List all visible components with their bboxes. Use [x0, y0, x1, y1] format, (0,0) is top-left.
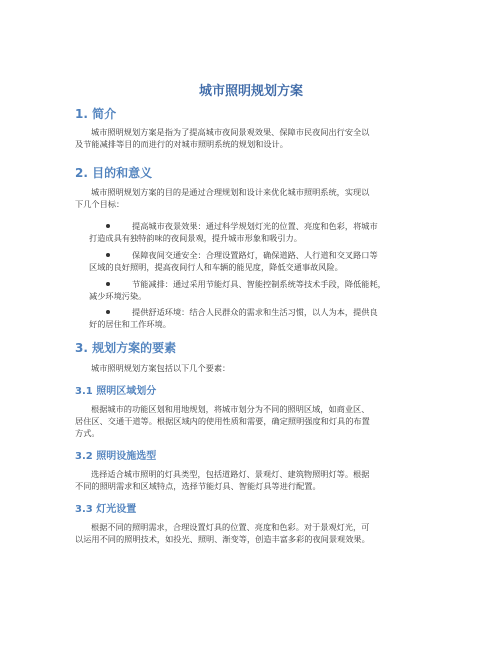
section-heading-elements: 3. 规划方案的要素 — [75, 341, 177, 355]
section-paragraph-purpose — [75, 186, 431, 210]
section-heading-intro: 1. 简介 — [75, 107, 117, 121]
bullet-dot-icon — [106, 224, 110, 228]
bullet-line: 节能减排：通过采用节能灯具、智能控制系统等技术手段，降低能耗， — [132, 279, 386, 289]
paragraph-line: 城市照明规划方案包括以下几个要素： — [91, 363, 231, 373]
paragraph-line: 方式。 — [75, 428, 100, 438]
subsection-heading-zones: 3.1 照明区域划分 — [75, 386, 157, 397]
bullet-dot-icon — [106, 253, 110, 257]
paragraph-line: 根据不同的照明需求，合理设置灯具的位置、亮度和色彩。对于景观灯光，可 — [91, 522, 370, 532]
bullet-line: 提供舒适环境：结合人民群众的需求和生活习惯，以人为本，提供良 — [132, 307, 378, 317]
paragraph-line: 以运用不同的照明技术，如投光、照明、渐变等，创造丰富多彩的夜间景观效果。 — [75, 534, 370, 544]
bullet-item — [89, 278, 439, 302]
section-heading-purpose: 2. 目的和意义 — [75, 166, 153, 180]
paragraph-line: 城市照明规划方案的目的是通过合理规划和设计来优化城市照明系统，实现以 — [91, 187, 370, 197]
bullet-line: 保障夜间交通安全：合理设置路灯，确保道路、人行道和交叉路口等 — [132, 250, 378, 260]
bullet-line: 提高城市夜景效果：通过科学规划灯光的位置、亮度和色彩，将城市 — [132, 221, 378, 231]
bullet-line: 好的居住和工作环境。 — [89, 319, 171, 329]
bullet-dot-icon — [106, 282, 110, 286]
subsection-paragraph-fixtures — [75, 468, 431, 492]
bullet-item — [89, 220, 439, 244]
bullet-dot-icon — [106, 310, 110, 314]
subsection-heading-lighting: 3.3 灯光设置 — [75, 504, 137, 515]
bullet-item — [89, 306, 439, 330]
bullet-item — [89, 249, 439, 273]
subsection-paragraph-zones — [75, 403, 431, 439]
bullet-line: 减少环境污染。 — [89, 291, 147, 301]
section-paragraph-elements — [75, 362, 431, 374]
bullet-line: 打造成具有独特韵味的夜间景观，提升城市形象和吸引力。 — [89, 233, 302, 243]
section-paragraph-intro — [75, 126, 431, 150]
paragraph-line: 下几个目标： — [75, 199, 125, 209]
document-title: 城市照明规划方案 — [198, 84, 303, 99]
paragraph-line: 居住区、交通干道等。根据区域内的使用性质和需要，确定照明强度和灯具的布置 — [75, 416, 370, 426]
paragraph-line: 及节能减排等目的而进行的对城市照明系统的规划和设计。 — [75, 139, 288, 149]
subsection-paragraph-lighting — [75, 521, 431, 545]
paragraph-line: 不同的照明需求和区域特点，选择节能灯具、智能灯具等进行配置。 — [75, 481, 321, 491]
subsection-heading-fixtures: 3.2 照明设施选型 — [75, 451, 157, 462]
paragraph-line: 根据城市的功能区划和用地规划，将城市划分为不同的照明区域，如商业区、 — [91, 404, 370, 414]
bullet-line: 区域的良好照明，提高夜间行人和车辆的能见度，降低交通事故风险。 — [89, 262, 343, 272]
paragraph-line: 选择适合城市照明的灯具类型，包括道路灯、景观灯、建筑物照明灯等。根据 — [91, 469, 370, 479]
paragraph-line: 城市照明规划方案是指为了提高城市夜间景观效果、保障市民夜间出行安全以 — [91, 127, 370, 137]
